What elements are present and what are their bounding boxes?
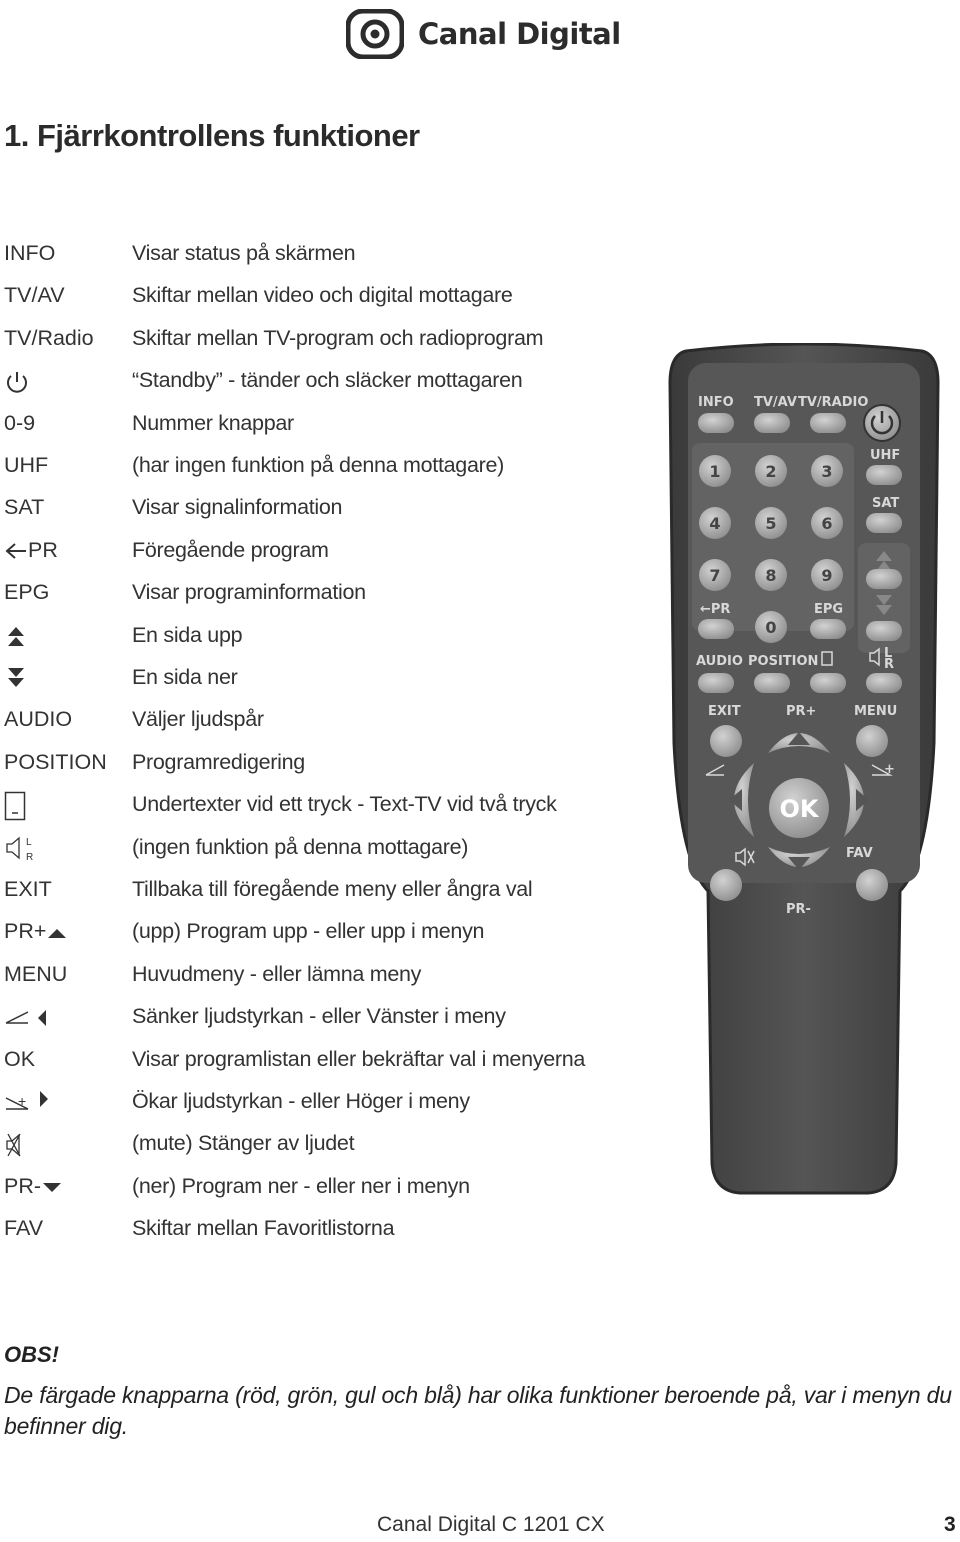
remote-label-epg: EPG	[814, 602, 844, 617]
down-triangle-icon	[41, 1174, 63, 1198]
function-key	[4, 791, 26, 821]
remote-button-prback[interactable]	[698, 619, 734, 639]
function-key	[4, 834, 44, 862]
volume-down-left-icon	[4, 1004, 50, 1028]
function-key	[4, 749, 107, 775]
function-description: Ökar ljudstyrkan - eller Höger i meny	[132, 1089, 470, 1113]
function-key-label: PR	[28, 537, 58, 562]
remote-label-audio: AUDIO	[696, 654, 743, 669]
function-description: “Standby” - tänder och släcker mottagaren	[132, 368, 523, 393]
remote-button-exit[interactable]	[710, 725, 742, 757]
remote-digit-label: 3	[821, 462, 833, 481]
function-row	[0, 367, 640, 409]
power-icon	[4, 368, 30, 392]
function-key-label: AUDIO	[4, 707, 73, 732]
function-key-label: EXIT	[4, 877, 52, 901]
function-row	[0, 791, 640, 833]
remote-label-prback: ←PR	[700, 602, 731, 617]
function-key-label: INFO	[4, 241, 56, 265]
remote-digit-label: 4	[709, 514, 721, 533]
function-key	[4, 876, 52, 902]
obs-heading: OBS!	[4, 1342, 59, 1367]
remote-button-subtitle[interactable]	[810, 673, 846, 693]
remote-label-fav: FAV	[846, 846, 873, 861]
remote-button-audio-lr[interactable]	[866, 673, 902, 693]
function-key	[4, 367, 30, 394]
function-row	[0, 749, 640, 791]
function-row	[0, 706, 640, 748]
svg-text:+: +	[18, 1093, 27, 1110]
function-description: Visar signalinformation	[132, 495, 343, 520]
function-key	[4, 1046, 35, 1072]
mute-icon	[4, 1131, 28, 1155]
remote-label-tvav: TV/AV	[754, 395, 797, 410]
function-row	[0, 1003, 640, 1045]
remote-button-audio[interactable]	[698, 673, 734, 693]
up-triangle-icon	[46, 919, 68, 943]
function-key	[4, 1130, 28, 1158]
remote-digit-label: 1	[709, 462, 721, 481]
remote-button-mute[interactable]	[710, 869, 742, 901]
remote-digit-label: 0	[765, 618, 777, 637]
remote-label-position: POSITION	[748, 654, 819, 669]
function-description: Nummer knappar	[132, 410, 294, 435]
remote-label-tvradio: TV/RADIO	[798, 395, 869, 410]
remote-digit-label: 8	[765, 566, 777, 585]
remote-label-ok: OK	[779, 795, 819, 823]
function-description: Väljer ljudspår	[132, 707, 264, 732]
function-key-label: OK	[4, 1046, 36, 1071]
function-key-label: POSITION	[4, 749, 107, 774]
remote-digit-label: 7	[709, 566, 721, 585]
back-arrow-icon	[4, 538, 28, 562]
remote-button-page-up[interactable]	[866, 569, 902, 589]
function-description: En sida upp	[132, 622, 243, 647]
svg-text:L: L	[26, 836, 32, 848]
function-row	[0, 325, 640, 367]
page-title: 1. Fjärrkontrollens funktioner	[4, 118, 420, 153]
function-row	[0, 961, 640, 1003]
remote-control-image	[668, 343, 940, 1200]
remote-label-uhf: UHF	[870, 448, 901, 463]
function-key	[4, 325, 94, 351]
function-description: Tillbaka till föregående meny eller ångra val	[132, 877, 533, 901]
function-row	[0, 410, 640, 452]
remote-button-tvradio[interactable]	[810, 413, 846, 433]
remote-button-tvav[interactable]	[754, 413, 790, 433]
function-row	[0, 282, 640, 324]
remote-button-position[interactable]	[754, 673, 790, 693]
remote-button-uhf[interactable]	[866, 465, 902, 485]
speaker-lr-icon	[4, 835, 44, 862]
function-description: (ingen funktion på denna mottagare)	[132, 834, 469, 859]
remote-label-menu: MENU	[854, 704, 898, 719]
function-key-label: TV/Radio	[4, 325, 94, 350]
function-key	[4, 961, 67, 987]
function-description: (har ingen funktion på denna mottagare)	[132, 453, 504, 477]
brand-logo	[346, 8, 621, 60]
function-key	[4, 452, 48, 478]
function-description: Visar programinformation	[132, 580, 366, 605]
function-key-label: 0-9	[4, 410, 36, 435]
function-key-label: PR-	[4, 1173, 42, 1198]
page-down-icon	[4, 665, 28, 689]
function-row	[0, 1130, 640, 1172]
volume-up-right-icon	[4, 1089, 54, 1113]
function-row	[0, 240, 640, 282]
function-key	[4, 622, 28, 648]
function-key	[4, 410, 35, 436]
remote-digit-label: 2	[765, 462, 777, 481]
remote-label-speaker-l: L	[884, 646, 893, 661]
function-key	[4, 1088, 54, 1115]
function-key	[4, 494, 44, 520]
function-row	[0, 622, 640, 664]
function-key-label: SAT	[4, 495, 45, 520]
function-key	[4, 1173, 63, 1199]
function-key	[4, 918, 68, 944]
function-key-label: TV/AV	[4, 283, 65, 308]
remote-label-prplus: PR+	[786, 704, 817, 719]
function-description: Skiftar mellan TV-program och radioprogram	[132, 325, 544, 350]
remote-digit-label: 9	[821, 566, 833, 585]
function-key-label: MENU	[4, 961, 68, 986]
function-key	[4, 537, 58, 563]
remote-button-info[interactable]	[698, 413, 734, 433]
function-row	[0, 834, 640, 876]
function-description: Sänker ljudstyrkan - eller Vänster i meny	[132, 1004, 506, 1029]
subtitle-icon	[4, 793, 26, 817]
function-key-label: EPG	[4, 580, 50, 605]
page-number: 3	[944, 1513, 956, 1536]
remote-button-page-down[interactable]	[866, 621, 902, 641]
function-description: Föregående program	[132, 537, 329, 562]
function-key	[4, 282, 65, 308]
remote-label-exit: EXIT	[708, 704, 741, 719]
function-key-label: FAV	[4, 1216, 44, 1241]
page-up-icon	[4, 623, 28, 647]
remote-label-sat: SAT	[872, 496, 900, 511]
remote-label-info: INFO	[698, 395, 734, 410]
brand-name: Canal Digital	[418, 17, 621, 51]
function-description: Visar programlistan eller bekräftar val i menyerna	[132, 1046, 586, 1071]
function-description: (ner) Program ner - eller ner i menyn	[132, 1173, 470, 1198]
remote-button-menu[interactable]	[856, 725, 888, 757]
function-key	[4, 664, 28, 690]
function-key-label: UHF	[4, 453, 49, 477]
function-description: (mute) Stänger av ljudet	[132, 1131, 355, 1156]
function-row	[0, 1215, 640, 1257]
footer-title: Canal Digital C 1201 CX	[377, 1513, 605, 1536]
function-description: Skiftar mellan video och digital mottagare	[132, 283, 513, 308]
function-key	[4, 1215, 43, 1241]
function-row	[0, 1088, 640, 1130]
function-row	[0, 579, 640, 621]
function-row	[0, 452, 640, 494]
function-description: En sida ner	[132, 665, 238, 689]
remote-button-epg[interactable]	[810, 619, 846, 639]
function-description: Skiftar mellan Favoritlistorna	[132, 1216, 395, 1241]
function-description: Huvudmeny - eller lämna meny	[132, 961, 422, 986]
function-row	[0, 494, 640, 536]
remote-control-svg	[668, 343, 940, 1195]
function-key	[4, 1003, 50, 1029]
function-row	[0, 876, 640, 918]
remote-digit-label: 6	[821, 514, 833, 533]
obs-text: De färgade knapparna (röd, grön, gul och blå) har olika funktioner beroende på, var i menyn du befinner dig.	[4, 1382, 952, 1439]
function-row	[0, 1046, 640, 1088]
function-row	[0, 664, 640, 706]
remote-button-fav[interactable]	[856, 869, 888, 901]
function-row	[0, 1173, 640, 1215]
function-description: Visar status på skärmen	[132, 241, 356, 265]
function-description: Undertexter vid ett tryck - Text-TV vid två tryck	[132, 792, 557, 817]
svg-text:R: R	[26, 851, 34, 862]
function-description: (upp) Program upp - eller upp i menyn	[132, 919, 485, 944]
function-key-label: PR+	[4, 919, 47, 944]
remote-label-speaker-r: R	[884, 657, 895, 672]
function-key	[4, 706, 72, 732]
function-key	[4, 240, 55, 266]
function-key	[4, 579, 49, 605]
remote-digit-label: 5	[765, 514, 777, 533]
remote-label-vol-plus: +	[884, 762, 895, 777]
function-row	[0, 537, 640, 579]
remote-label-prminus: PR-	[786, 902, 811, 917]
remote-button-sat[interactable]	[866, 513, 902, 533]
function-description: Programredigering	[132, 749, 305, 774]
function-row	[0, 918, 640, 960]
canal-digital-logo-icon	[346, 9, 404, 59]
